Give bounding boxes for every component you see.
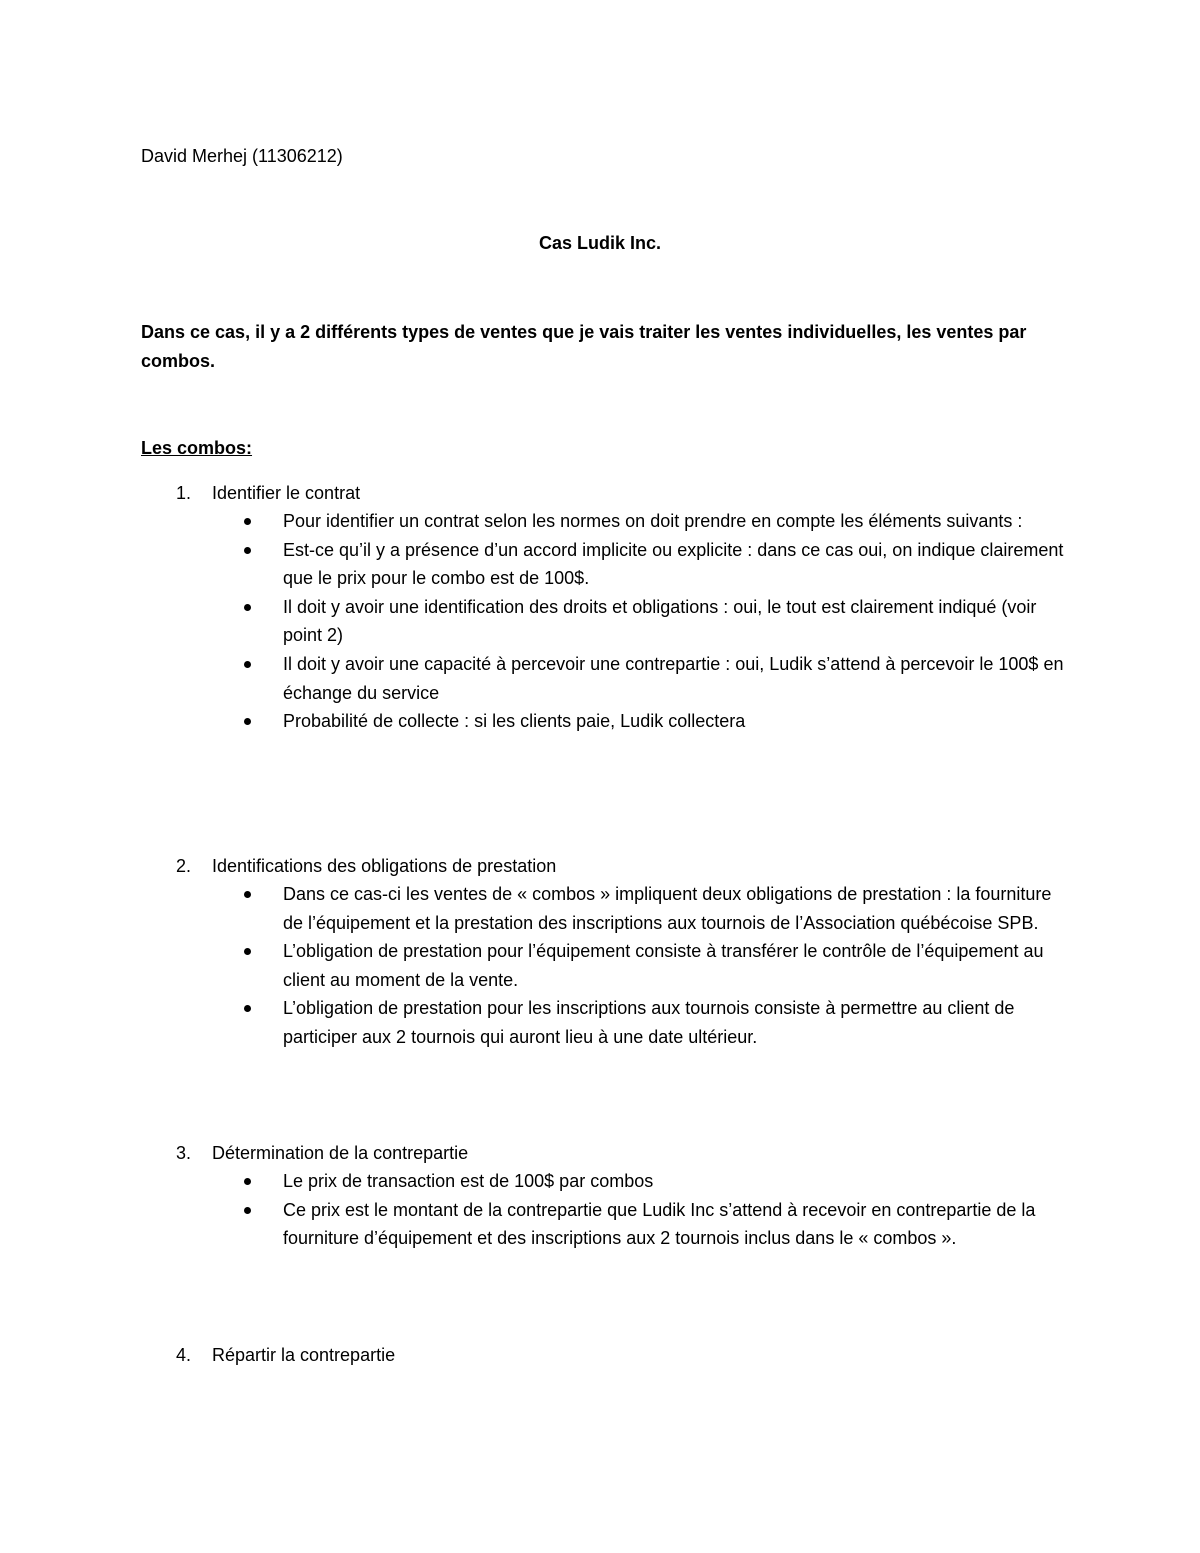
bullet-item: Est-ce qu’il y a présence d’un accord implicite ou explicite : dans ce cas oui, on indique clairement que le prix pour le combo est de 100$. [244, 536, 1064, 593]
bullet-item: L’obligation de prestation pour les inscriptions aux tournois consiste à permettre au client de participer aux 2 tournois qui auront lieu à une date ultérieur. [244, 994, 1064, 1051]
bullet-icon [244, 547, 251, 554]
bullet-icon [244, 518, 251, 525]
bullet-item: Pour identifier un contrat selon les normes on doit prendre en compte les éléments suivants : [244, 507, 1064, 536]
step-number: 3. [176, 1143, 192, 1163]
step-3 [176, 1141, 468, 1165]
bullet-icon [244, 948, 251, 955]
step-2-bullets [244, 880, 1064, 1052]
document-title: Cas Ludik Inc. [538, 233, 662, 253]
bullet-item: Le prix de transaction est de 100$ par combos [244, 1167, 1064, 1196]
bullet-item: Il doit y avoir une identification des droits et obligations : oui, le tout est clairement indiqué (voir point 2) [244, 593, 1064, 650]
intro-paragraph: Dans ce cas, il y a 2 différents types de ventes que je vais traiter les ventes individuelles, les ventes par combos. [141, 322, 1027, 371]
bullet-item: Il doit y avoir une capacité à percevoir une contrepartie : oui, Ludik s’attend à percevoir le 100$ en échange du service [244, 650, 1064, 707]
step-number: 2. [176, 856, 192, 876]
bullet-icon [244, 1005, 251, 1012]
bullet-icon [244, 718, 251, 725]
step-label: Détermination de la contrepartie [212, 1143, 469, 1163]
step-3-bullets [244, 1167, 1064, 1253]
step-label: Identifier le contrat [212, 483, 361, 503]
step-1 [176, 481, 360, 505]
step-1-bullets [244, 507, 1064, 736]
step-label: Identifications des obligations de prestation [212, 856, 557, 876]
bullet-item: Probabilité de collecte : si les clients paie, Ludik collectera [244, 707, 1064, 736]
section-heading-combos: Les combos: [141, 438, 253, 458]
bullet-icon [244, 891, 251, 898]
step-label: Répartir la contrepartie [212, 1345, 396, 1365]
bullet-icon [244, 1178, 251, 1185]
step-4 [176, 1343, 395, 1367]
bullet-item: L’obligation de prestation pour l’équipement consiste à transférer le contrôle de l’équipement au client au moment de la vente. [244, 937, 1064, 994]
bullet-item: Dans ce cas-ci les ventes de « combos » impliquent deux obligations de prestation : la fourniture de l’équipement et la prestation des inscriptions aux tournois de l’Association québécoise SPB. [244, 880, 1064, 937]
author-line: David Merhej (11306212) [141, 146, 343, 166]
bullet-item: Ce prix est le montant de la contrepartie que Ludik Inc s’attend à recevoir en contrepartie de la fourniture d’équipement et des inscriptions aux 2 tournois inclus dans le « combos ». [244, 1196, 1064, 1253]
step-number: 1. [176, 483, 192, 503]
bullet-icon [244, 604, 251, 611]
step-2 [176, 854, 556, 878]
bullet-icon [244, 661, 251, 668]
bullet-icon [244, 1207, 251, 1214]
step-number: 4. [176, 1345, 192, 1365]
